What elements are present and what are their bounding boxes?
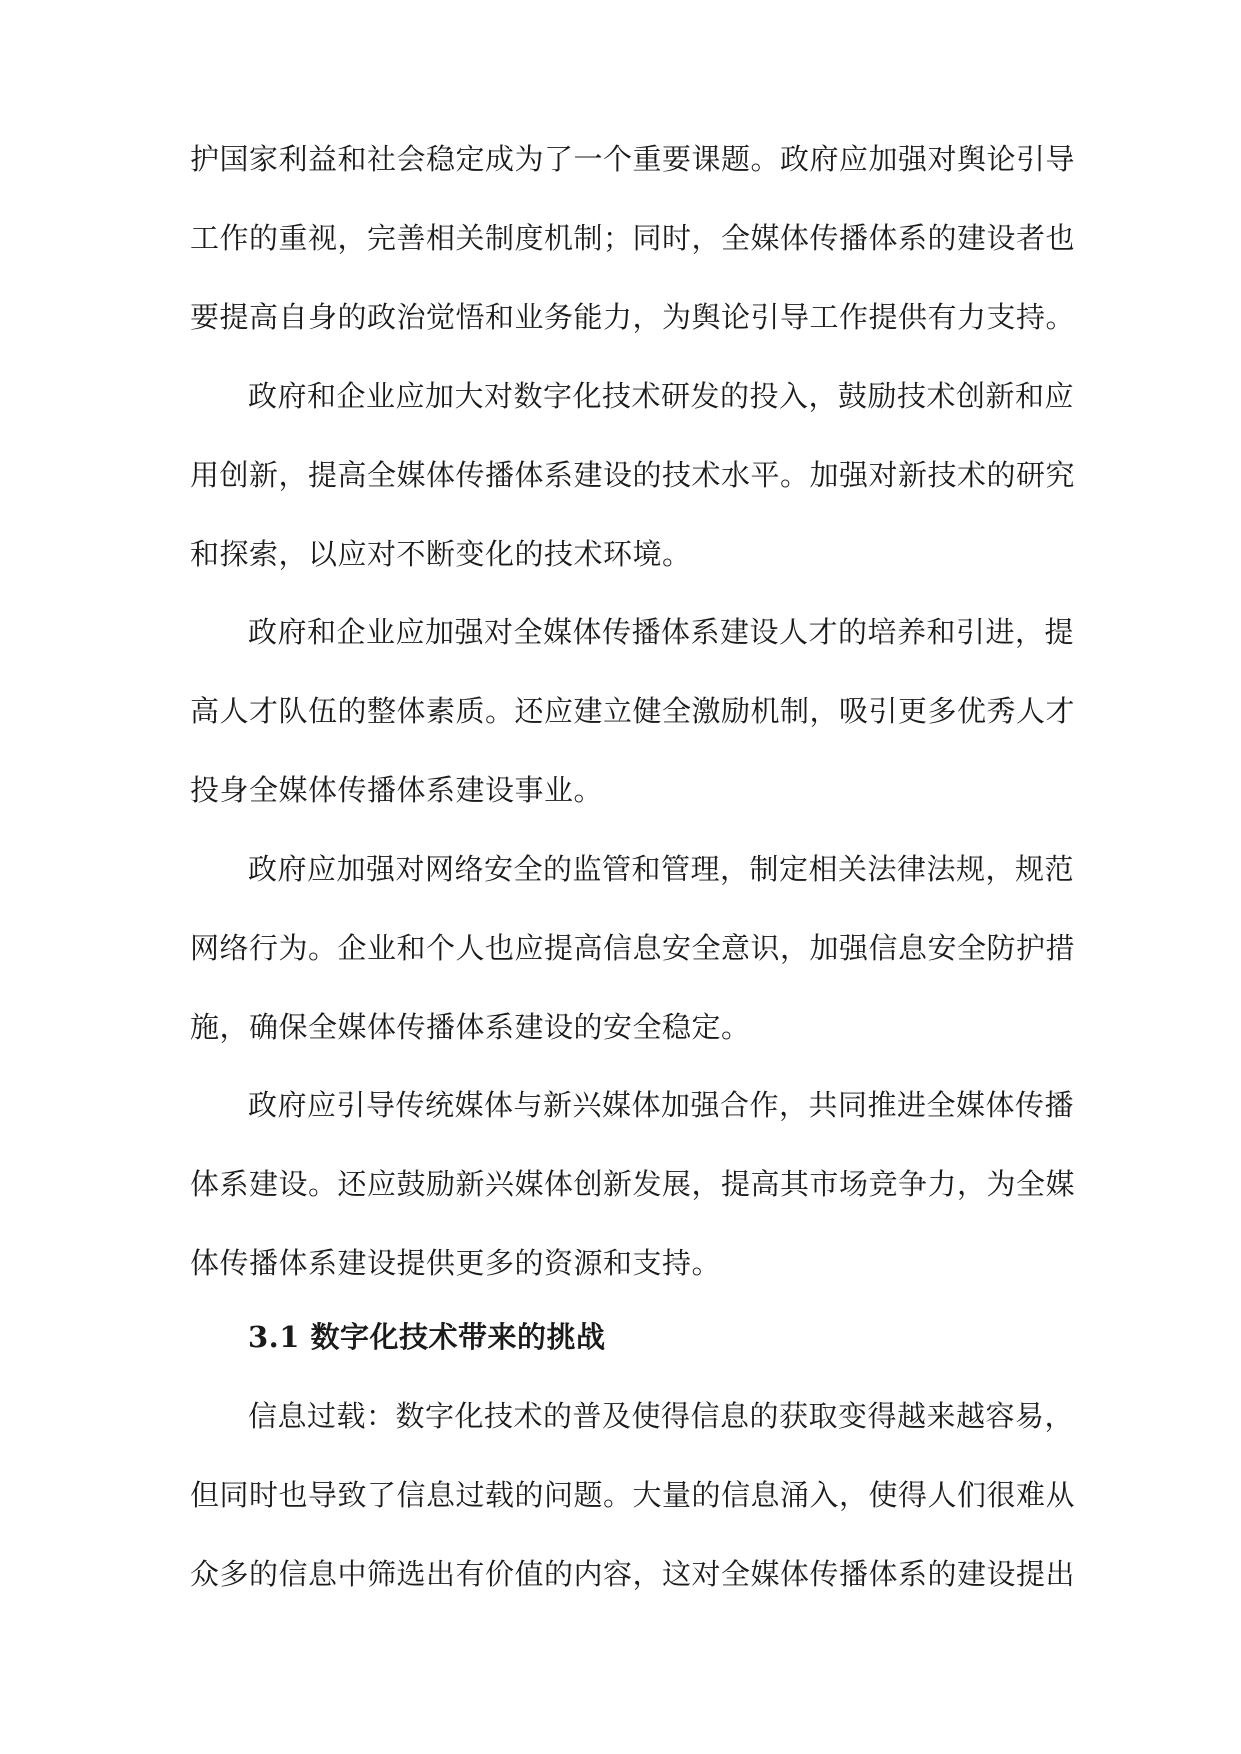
section-heading: 3.1 数字化技术带来的挑战 [248,1320,606,1354]
text-line: 众多的信息中筛选出有价值的内容，这对全媒体传播体系的建设提出 [190,1557,1076,1591]
text-line: 投身全媒体传播体系建设事业。 [190,773,604,807]
paragraph-first-line: 政府和企业应加强对全媒体传播体系建设人才的培养和引进，提 [248,615,1075,649]
text-line: 体传播体系建设提供更多的资源和支持。 [190,1246,722,1280]
text-line: 体系建设。还应鼓励新兴媒体创新发展，提高其市场竞争力，为全媒 [190,1167,1076,1201]
text-line: 但同时也导致了信息过载的问题。大量的信息涌入，使得人们很难从 [190,1478,1076,1512]
text-line: 和探索，以应对不断变化的技术环境。 [190,537,692,571]
paragraph-first-line: 政府应引导传统媒体与新兴媒体加强合作，共同推进全媒体传播 [248,1088,1075,1122]
text-line: 高人才队伍的整体素质。还应建立健全激励机制，吸引更多优秀人才 [190,694,1076,728]
text-line: 要提高自身的政治觉悟和业务能力，为舆论引导工作提供有力支持。 [190,300,1076,334]
text-line: 网络行为。企业和个人也应提高信息安全意识，加强信息安全防护措 [190,931,1076,965]
paragraph-first-line: 政府应加强对网络安全的监管和管理，制定相关法律法规，规范 [248,852,1075,886]
text-line: 护国家利益和社会稳定成为了一个重要课题。政府应加强对舆论引导 [190,142,1076,176]
paragraph-first-line: 信息过载：数字化技术的普及使得信息的获取变得越来越容易， [248,1399,1075,1433]
paragraph-first-line: 政府和企业应加大对数字化技术研发的投入，鼓励技术创新和应 [248,379,1075,413]
text-line: 工作的重视，完善相关制度机制；同时，全媒体传播体系的建设者也 [190,221,1076,255]
text-line: 用创新，提高全媒体传播体系建设的技术水平。加强对新技术的研究 [190,458,1076,492]
text-line: 施，确保全媒体传播体系建设的安全稳定。 [190,1010,751,1044]
